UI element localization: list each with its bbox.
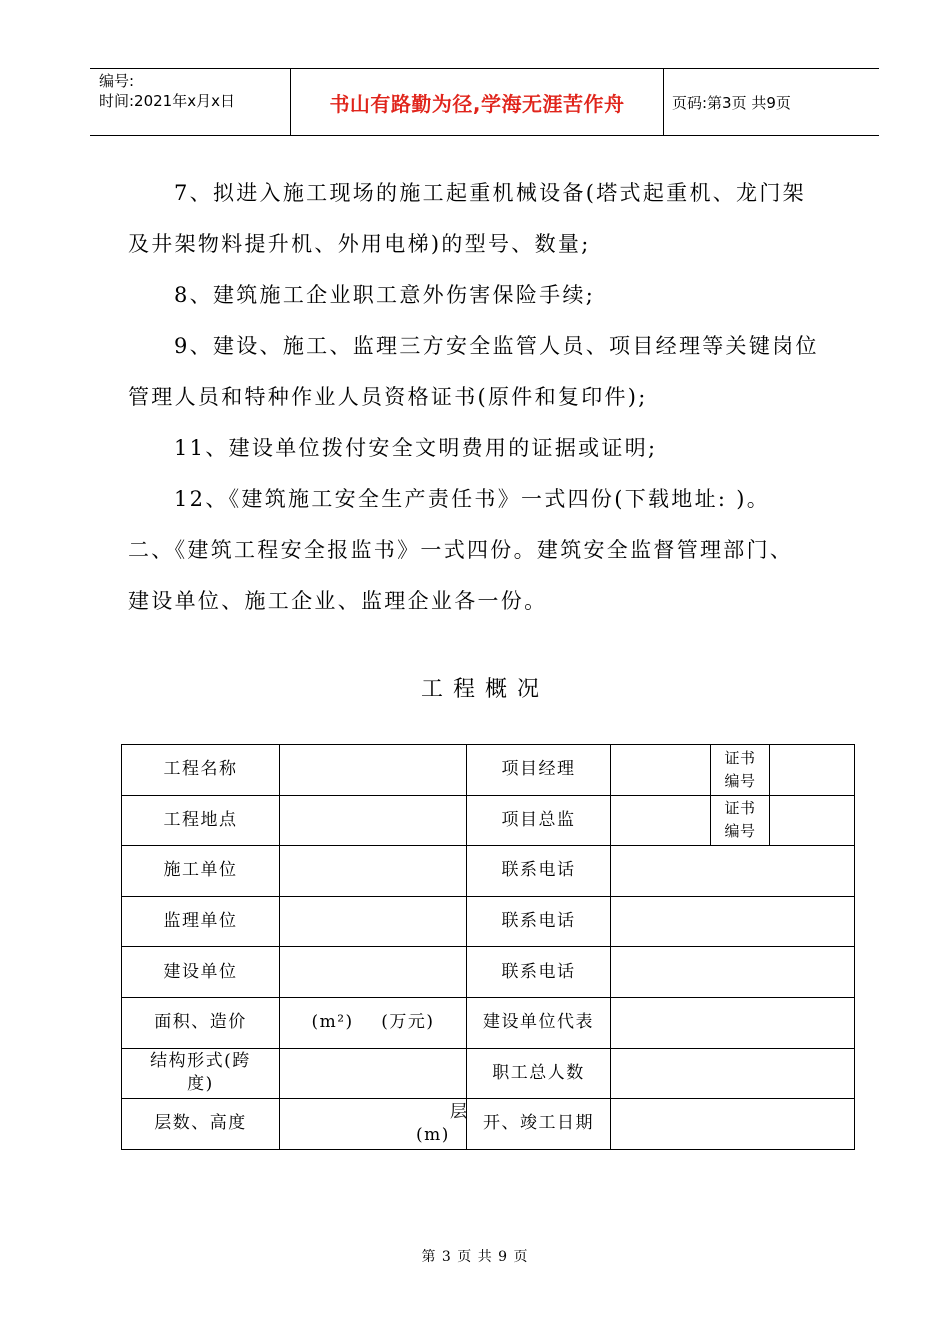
cert-no-line: 编号 bbox=[724, 822, 756, 841]
body-line: 11、建设单位拨付安全文明费用的证据或证明; bbox=[174, 436, 658, 460]
value-supervision-unit bbox=[280, 896, 467, 947]
label-project-name: 工程名称 bbox=[122, 745, 280, 796]
header-meta bbox=[90, 69, 291, 135]
body-line: 7、拟进入施工现场的施工起重机械设备(塔式起重机、龙门架 bbox=[174, 181, 806, 205]
value-start-finish-date bbox=[611, 1099, 855, 1150]
table-row bbox=[122, 947, 855, 998]
label-cert-no bbox=[711, 745, 770, 796]
body-line: 二、《建筑工程安全报监书》一式四份。建筑安全监督管理部门、 bbox=[128, 538, 794, 562]
label-contact-phone: 联系电话 bbox=[467, 947, 611, 998]
label-contact-phone: 联系电话 bbox=[467, 846, 611, 897]
section-title: 工程概况 bbox=[420, 677, 549, 702]
table-row bbox=[122, 1048, 855, 1099]
height-unit: (m) bbox=[416, 1124, 450, 1145]
cert-no-line: 证书 bbox=[724, 748, 756, 767]
page-label: 页码:第3页 共9页 bbox=[672, 93, 791, 112]
label-project-location: 工程地点 bbox=[122, 795, 280, 846]
table-row bbox=[122, 1099, 855, 1150]
value-building-rep bbox=[611, 997, 855, 1048]
value-area-cost bbox=[280, 997, 467, 1048]
body-line: 8、建筑施工企业职工意外伤害保险手续; bbox=[174, 283, 596, 307]
project-overview-table bbox=[121, 744, 855, 1150]
body-line: 12、《建筑施工安全生产责任书》一式四份(下载地址: )。 bbox=[174, 487, 771, 511]
value-building-unit bbox=[280, 947, 467, 998]
label-area-cost: 面积、造价 bbox=[122, 997, 280, 1048]
label-chief-supervisor: 项目总监 bbox=[467, 795, 611, 846]
number-label: 编号: bbox=[99, 72, 135, 90]
value-project-location bbox=[280, 795, 467, 846]
structure-line: 结构形式(跨 bbox=[150, 1051, 251, 1072]
structure-line: 度) bbox=[187, 1074, 214, 1095]
cert-no-line: 证书 bbox=[724, 799, 756, 818]
value-contact-phone bbox=[611, 947, 855, 998]
label-cert-no bbox=[711, 795, 770, 846]
value-chief-supervisor bbox=[611, 795, 711, 846]
label-construction-unit: 施工单位 bbox=[122, 846, 280, 897]
label-building-unit: 建设单位 bbox=[122, 947, 280, 998]
table-row bbox=[122, 997, 855, 1048]
area-unit: (m²) bbox=[311, 1012, 354, 1033]
label-contact-phone: 联系电话 bbox=[467, 896, 611, 947]
label-start-finish-date: 开、竣工日期 bbox=[467, 1099, 611, 1150]
cost-unit: (万元) bbox=[381, 1012, 435, 1033]
page-header bbox=[90, 68, 879, 136]
header-motto: 书山有路勤为径,学海无涯苦作舟 bbox=[329, 91, 625, 116]
cert-no-line: 编号 bbox=[724, 771, 756, 790]
header-page-cell bbox=[664, 69, 879, 135]
table-row bbox=[122, 896, 855, 947]
value-cert-no bbox=[770, 795, 855, 846]
label-supervision-unit: 监理单位 bbox=[122, 896, 280, 947]
floor-unit: 层 bbox=[450, 1101, 469, 1122]
body-line: 及井架物料提升机、外用电梯)的型号、数量; bbox=[128, 232, 591, 256]
value-contact-phone bbox=[611, 846, 855, 897]
value-structure bbox=[280, 1048, 467, 1099]
table-row bbox=[122, 745, 855, 796]
header-motto-cell bbox=[291, 69, 664, 135]
value-construction-unit bbox=[280, 846, 467, 897]
body-line: 管理人员和特种作业人员资格证书(原件和复印件); bbox=[128, 385, 648, 409]
body-line: 9、建设、施工、监理三方安全监管人员、项目经理等关键岗位 bbox=[174, 334, 819, 358]
value-cert-no bbox=[770, 745, 855, 796]
table-row bbox=[122, 846, 855, 897]
time-label: 时间:2021年x月x日 bbox=[99, 92, 235, 110]
value-contact-phone bbox=[611, 896, 855, 947]
label-structure bbox=[122, 1048, 280, 1099]
value-total-workers bbox=[611, 1048, 855, 1099]
value-floors-height bbox=[280, 1099, 467, 1150]
table-row bbox=[122, 795, 855, 846]
body-line: 建设单位、施工企业、监理企业各一份。 bbox=[128, 589, 548, 613]
label-building-rep: 建设单位代表 bbox=[467, 997, 611, 1048]
page-footer: 第 3 页 共 9 页 bbox=[421, 1249, 529, 1265]
value-project-manager bbox=[611, 745, 711, 796]
label-project-manager: 项目经理 bbox=[467, 745, 611, 796]
label-total-workers: 职工总人数 bbox=[467, 1048, 611, 1099]
value-project-name bbox=[280, 745, 467, 796]
label-floors-height: 层数、高度 bbox=[122, 1099, 280, 1150]
